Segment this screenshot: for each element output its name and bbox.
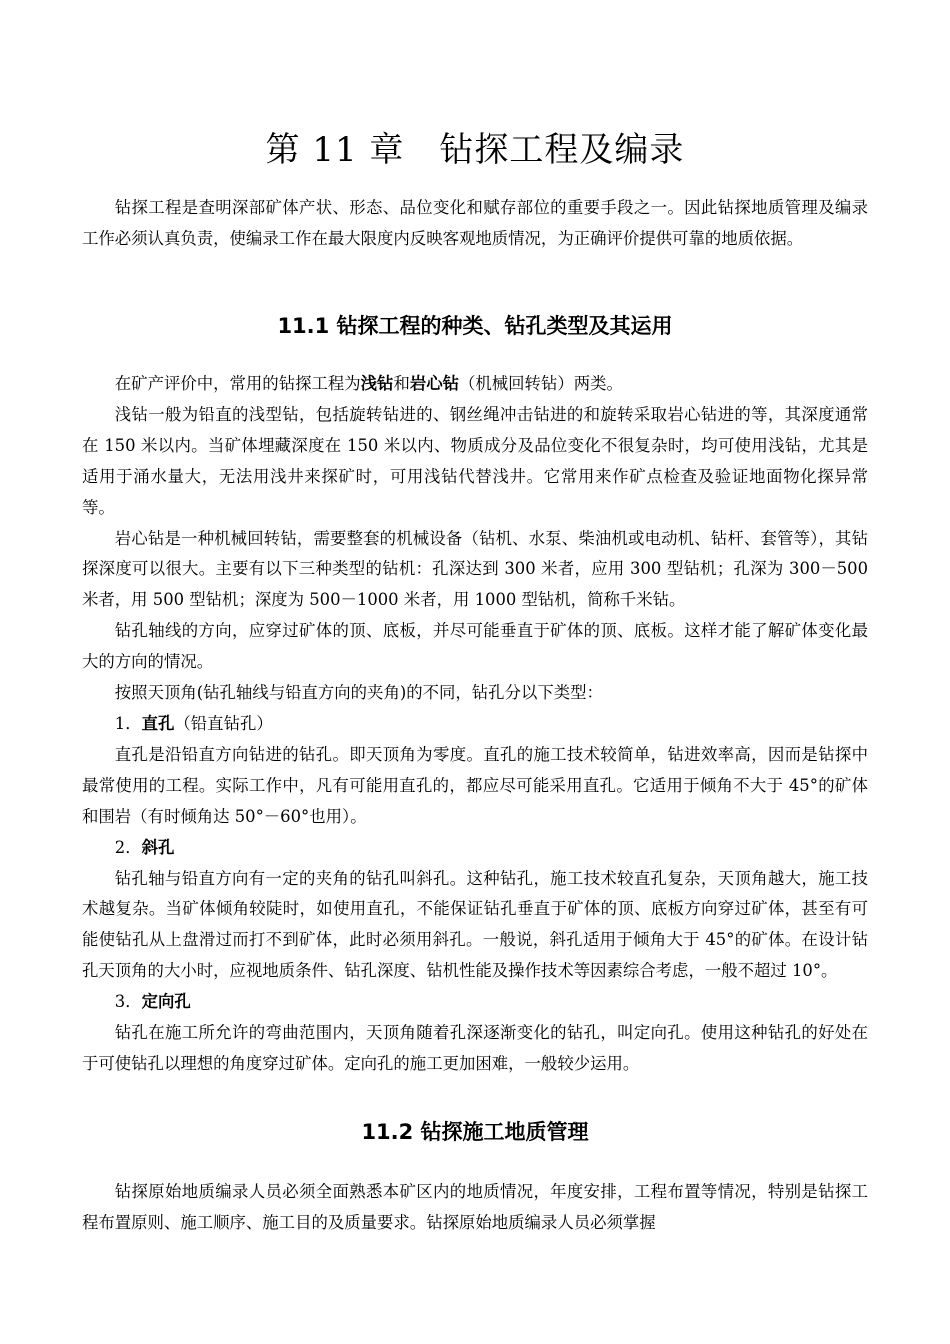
- subheading-inclined-hole: [82, 833, 868, 864]
- paragraph: 按照天顶角(钻孔轴线与铅直方向的夹角)的不同，钻孔分以下类型：: [114, 683, 603, 703]
- subheading-title: 定向孔: [141, 992, 191, 1012]
- text-run: （机械回转钻）两类。: [459, 374, 623, 393]
- paragraph: 钻孔轴线的方向，应穿过矿体的顶、底板，并尽可能垂直于矿体的顶、底板。这样才能了解矿体变化最大的方向的情况。: [82, 621, 868, 672]
- section-title-11-2: 11.2 钻探施工地质管理: [361, 1120, 589, 1144]
- intro-paragraph-block: [82, 193, 868, 255]
- paragraph: 岩心钻是一种机械回转钻，需要整套的机械设备（钻机、水泵、柴油机或电动机、钻杆、套管等），其钻探深度可以很大。主要有以下三种类型的钻机：孔深达到 300 米者，应用 300 型钻机；孔深为 300－500 米者，用 500 型钻机；深度为 500－1000 米者，用 1000 型钻机，简称千米钻。: [82, 528, 868, 610]
- paragraph: 钻孔在施工所允许的弯曲范围内，天顶角随着孔深逐渐变化的钻孔，叫定向孔。使用这种钻孔的好处在于可使钻孔以理想的角度穿过矿体。定向孔的施工更加困难，一般较少运用。: [82, 1023, 868, 1073]
- subheading-title: 直孔: [141, 713, 175, 733]
- paragraph: [82, 369, 868, 400]
- subheading-note: （铅直钻孔）: [174, 713, 273, 733]
- paragraph: 浅钻一般为铅直的浅型钻，包括旋转钻进的、钢丝绳冲击钻进的和旋转采取岩心钻进的等，其深度通常在 150 米以内。当矿体埋藏深度在 150 米以内、物质成分及品位变化不很复杂时，均可使用浅钻，尤其是适用于涌水量大，无法用浅井来探矿时，可用浅钻代替浅井。它常用来作矿点检查及验证地面物化探异常等。: [82, 404, 868, 517]
- term-core-drill: 岩心钻: [409, 374, 459, 393]
- section-11-1-body: [82, 369, 868, 1080]
- subheading-vertical-hole: [82, 709, 868, 740]
- term-shallow-drill: 浅钻: [360, 374, 394, 393]
- subheading-title: 斜孔: [141, 837, 175, 857]
- subheading-number: 3．: [114, 992, 142, 1012]
- paragraph: 直孔是沿铅直方向钻进的钻孔。即天顶角为零度。直孔的施工技术较简单，钻进效率高，因而是钻探中最常使用的工程。实际工作中，凡有可能用直孔的，都应尽可能采用直孔。它适用于倾角不大于 45°的矿体和围岩（有时倾角达 50°－60°也用）。: [82, 744, 868, 826]
- intro-paragraph: 钻探工程是查明深部矿体产状、形态、品位变化和赋存部位的重要手段之一。因此钻探地质管理及编录工作必须认真负责，使编录工作在最大限度内反映客观地质情况，为正确评价提供可靠的地质依据。: [82, 198, 868, 248]
- text-run: 和: [393, 374, 410, 393]
- subheading-directional-hole: [82, 987, 868, 1018]
- chapter-title: 第 11 章 钻探工程及编录: [265, 130, 685, 170]
- subheading-number: 2．: [114, 837, 142, 857]
- section-title-11-1: 11.1 钻探工程的种类、钻孔类型及其运用: [277, 314, 673, 338]
- text-run: 在矿产评价中，常用的钻探工程为: [114, 374, 361, 393]
- paragraph: 钻孔轴与铅直方向有一定的夹角的钻孔叫斜孔。这种钻孔，施工技术较直孔复杂，天顶角越大，施工技术越复杂。当矿体倾角较陡时，如使用直孔，不能保证钻孔垂直于矿体的顶、底板方向穿过矿体，甚至有可能使钻孔从上盘滑过而打不到矿体，此时必须用斜孔。一般说，斜孔适用于倾角大于 45°的矿体。在设计钻孔天顶角的大小时，应视地质条件、钻孔深度、钻机性能及操作技术等因素综合考虑，一般不超过 10°。: [82, 868, 868, 981]
- subheading-number: 1．: [114, 713, 142, 733]
- paragraph: 钻探原始地质编录人员必须全面熟悉本矿区内的地质情况，年度安排，工程布置等情况，特别是钻探工程布置原则、施工顺序、施工目的及质量要求。钻探原始地质编录人员必须掌握: [82, 1182, 868, 1232]
- section-11-2-body: [82, 1177, 868, 1239]
